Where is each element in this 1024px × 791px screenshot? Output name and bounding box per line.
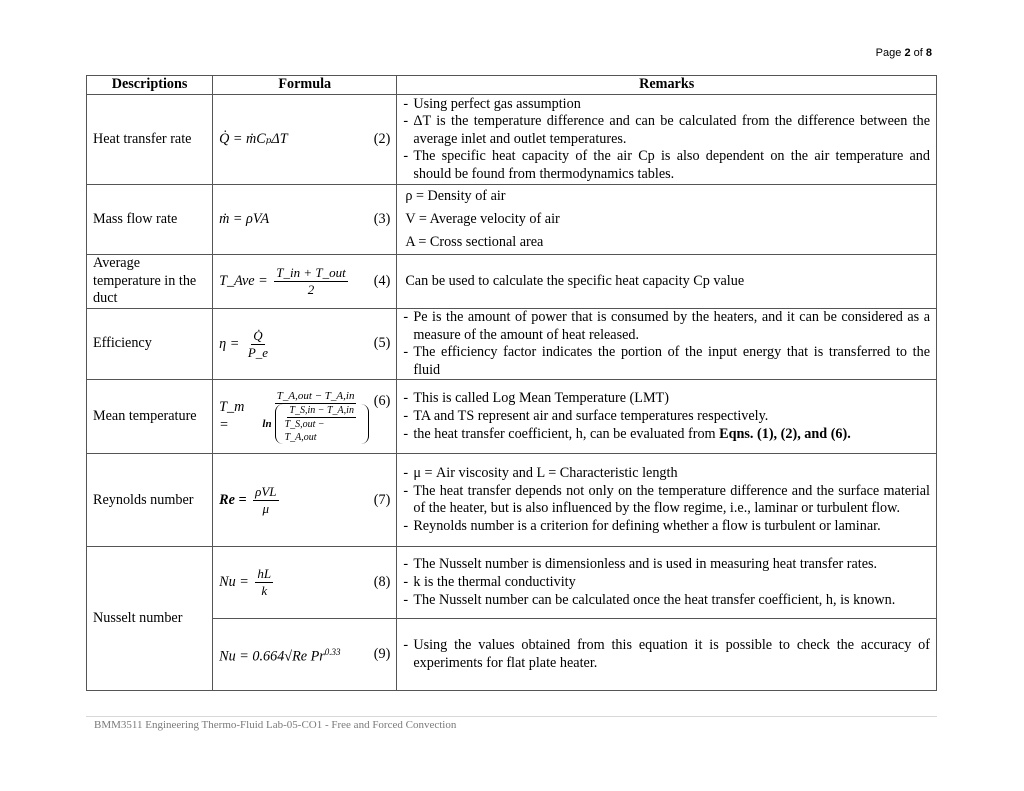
remark-item: Can be used to calculate the specific heat capacity Cp value xyxy=(405,272,745,289)
formula-reynolds xyxy=(213,454,397,547)
eq-re-denominator: μ xyxy=(262,500,270,516)
header-descriptions: Descriptions xyxy=(87,76,213,95)
remarks-efficiency xyxy=(397,309,937,380)
eq-mean-numerator: T_A,out − T_A,in xyxy=(276,390,355,403)
remarks-reynolds xyxy=(397,454,937,547)
eq-nu-denominator: k xyxy=(261,583,268,599)
eq-re-numerator: ρVL xyxy=(255,483,277,499)
remark-item: ρ = Density of air xyxy=(405,188,506,204)
remarks-heat-transfer xyxy=(397,95,937,185)
remark-item: - Pe is the amount of power that is consumed by the heaters, and it can be considered as a measure of the amount of heat released. xyxy=(403,309,930,344)
remark-item: - Reynolds number is a criterion for defining whether a flow is turbulent or laminar. xyxy=(403,518,930,536)
remark-item: - This is called Log Mean Temperature (LMT) xyxy=(403,390,930,408)
formula-nusselt-flat-plate xyxy=(213,619,397,691)
desc-heat-transfer: Heat transfer rate xyxy=(87,95,213,185)
eq-number-3: (3) xyxy=(373,210,391,227)
desc-efficiency: Efficiency xyxy=(87,309,213,380)
eq-mean-ln: ln xyxy=(262,418,272,431)
formula-mass-flow xyxy=(213,185,397,255)
remark-text: the heat transfer coefficient, h, can be evaluated from xyxy=(413,425,720,442)
header-remarks: Remarks xyxy=(397,76,937,95)
remark-item: A = Cross sectional area xyxy=(405,234,544,250)
header-formula: Formula xyxy=(213,76,397,95)
eq-number-9: (9) xyxy=(373,646,391,663)
footer-course-title: BMM3511 Engineering Thermo-Fluid Lab-05-CO1 - Free and Forced Convection xyxy=(94,719,457,731)
remark-item xyxy=(403,426,930,444)
eq-number-4: (4) xyxy=(373,272,391,289)
eq-avg-lhs: T_Ave = xyxy=(219,272,268,289)
remark-item: - The Nusselt number is dimensionless and is used in measuring heat transfer rates. xyxy=(403,556,930,574)
remarks-mass-flow xyxy=(397,185,937,255)
remarks-nusselt xyxy=(397,547,937,619)
eq-avg-denominator: 2 xyxy=(307,282,315,297)
remark-item: - ΔT is the temperature difference and can be calculated from the difference between the average inlet and outlet temperatures. xyxy=(403,113,930,148)
formula-average-temperature xyxy=(213,255,397,309)
table-row-average-temperature xyxy=(87,255,937,309)
eq-mass: ṁ = ρVA xyxy=(219,210,270,227)
desc-mean-temperature: Mean temperature xyxy=(87,380,213,454)
table-row-nusselt-flat-plate xyxy=(87,619,937,691)
eq-number-2: (2) xyxy=(373,130,391,147)
remarks-average-temperature xyxy=(397,255,937,309)
remarks-mean-temperature xyxy=(397,380,937,454)
eq-nu-numerator: hL xyxy=(257,566,272,582)
remark-item: - k is the thermal conductivity xyxy=(403,574,930,592)
table-row-mass-flow xyxy=(87,185,937,255)
remark-item: - The efficiency factor indicates the portion of the input energy that is transferred to the fluid xyxy=(403,344,930,379)
table-row-heat-transfer xyxy=(87,95,937,185)
eq-nu-lhs: Nu = xyxy=(219,574,249,591)
remark-item: - μ = Air viscosity and L = Characteristic length xyxy=(403,465,930,483)
eq-nu2: Nu = 0.664√Re Pr xyxy=(219,648,325,665)
desc-reynolds: Reynolds number xyxy=(87,454,213,547)
formula-nusselt xyxy=(213,547,397,619)
page-current: 2 xyxy=(904,47,911,59)
remark-item: - The specific heat capacity of the air Cp is also dependent on the air temperature and should be found from thermodynamics tables. xyxy=(403,148,930,183)
formula-mean-temperature xyxy=(213,380,397,454)
formula-heat-transfer xyxy=(213,95,397,185)
desc-nusselt: Nusselt number xyxy=(87,547,213,691)
formula-table xyxy=(86,75,937,691)
eq-heat: Q̇ = ṁCₚΔT xyxy=(219,130,288,147)
remark-item: - TA and TS represent air and surface temperatures respectively. xyxy=(403,408,930,426)
remark-item: - Using perfect gas assumption xyxy=(403,96,930,114)
eq-eff-denominator: P_e xyxy=(247,344,269,360)
page-prefix: Page xyxy=(875,47,902,59)
page-of: of xyxy=(913,47,923,59)
desc-average-temperature: Average temperature in the duct xyxy=(87,255,213,309)
eq-mean-lhs: T_m = xyxy=(219,399,245,433)
remark-item: - The heat transfer depends not only on the temperature difference and the surface material of the heater, but is also influenced by the flow regime, i.e., laminar or turbulent flow. xyxy=(403,483,930,518)
table-row-mean-temperature xyxy=(87,380,937,454)
remark-item: V = Average velocity of air xyxy=(405,211,560,227)
table-row-reynolds xyxy=(87,454,937,547)
eq-eff-lhs: η = xyxy=(219,335,240,352)
remarks-nusselt-flat-plate xyxy=(397,619,937,691)
eq-re-lhs: Re = xyxy=(219,491,247,508)
footer-divider xyxy=(86,716,937,717)
desc-mass-flow: Mass flow rate xyxy=(87,185,213,255)
formula-efficiency xyxy=(213,309,397,380)
table-row-nusselt xyxy=(87,547,937,619)
eq-mean-inner-numerator: T_S,in − T_A,in xyxy=(289,405,354,417)
eq-number-6: (6) xyxy=(373,393,391,410)
eq-nu2-exponent: 0.33 xyxy=(324,646,341,657)
remark-item: - The Nusselt number can be calculated once the heat transfer coefficient, h, is known. xyxy=(403,592,930,610)
eq-number-5: (5) xyxy=(373,335,391,352)
eq-avg-numerator: T_in + T_out xyxy=(276,265,346,280)
eq-number-7: (7) xyxy=(373,491,391,508)
table-header-row xyxy=(87,76,937,95)
eq-mean-inner-denominator: T_S,out − T_A,out xyxy=(284,419,325,444)
page-number xyxy=(876,47,932,59)
remark-bold-equations: Eqns. (1), (2), and (6). xyxy=(719,425,851,442)
eq-eff-numerator: Q̇ xyxy=(253,327,263,343)
eq-number-8: (8) xyxy=(373,574,391,591)
page-total: 8 xyxy=(925,47,932,59)
table-row-efficiency xyxy=(87,309,937,380)
remark-item: - Using the values obtained from this equation it is possible to check the accuracy of experiments for flat plate heater. xyxy=(403,637,930,672)
